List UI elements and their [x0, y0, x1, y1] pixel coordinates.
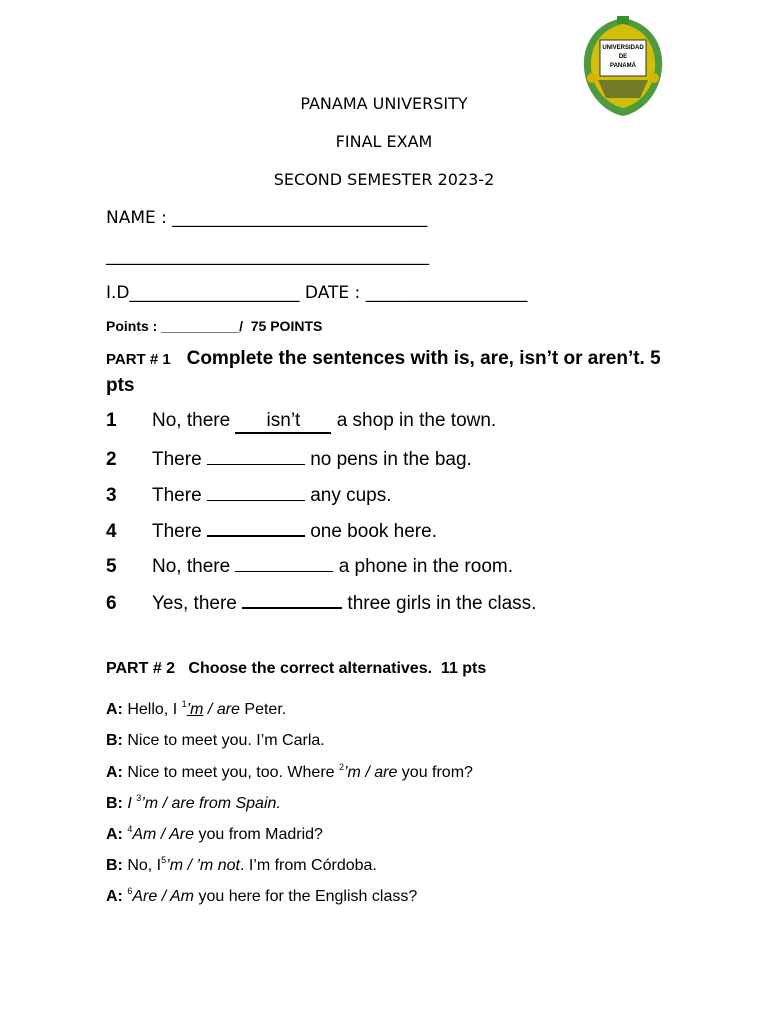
university-title: PANAMA UNIVERSITY — [300, 94, 468, 113]
speaker-label: A: — [106, 826, 123, 843]
speaker-label: B: — [106, 732, 123, 749]
name-line-2[interactable]: ______________________________________ — [106, 246, 429, 266]
option-b[interactable]: are — [216, 701, 240, 718]
part1-instruction: Complete the sentences with is, are, isn’t or aren’t. 5 pts — [106, 348, 661, 396]
seal-text-2: DE — [618, 54, 628, 60]
item-number: 2 — [338, 762, 344, 772]
question-number: 2 — [106, 449, 117, 470]
dialogue-text: No, I — [122, 857, 162, 874]
id-date-field[interactable] — [106, 283, 527, 303]
question-text: no pens in the bag. — [304, 449, 472, 470]
options[interactable]: ’m / are — [344, 764, 398, 781]
question-6 — [106, 589, 536, 615]
question-text: any cups. — [304, 485, 392, 506]
question-2 — [106, 446, 472, 471]
question-4 — [106, 517, 437, 543]
question-number: 4 — [106, 521, 117, 542]
dialogue-text: Hello, I — [122, 701, 182, 718]
dialogue-line-2 — [106, 732, 325, 750]
speaker-label: A: — [106, 701, 123, 718]
dialogue-text: Nice to meet you. I’m Carla. — [122, 732, 325, 749]
semester-title: SECOND SEMESTER 2023-2 — [273, 170, 495, 189]
date-line: ___________________ — [365, 283, 528, 303]
item-number: 4 — [127, 824, 133, 834]
question-number: 5 — [106, 556, 117, 577]
question-number: 6 — [106, 593, 117, 614]
id-line: ____________________ — [129, 283, 300, 303]
speaker-label: A: — [106, 888, 123, 905]
name-field[interactable] — [106, 208, 427, 228]
question-number: 3 — [106, 485, 117, 506]
points-field[interactable]: Points : __________/ 75 POINTS — [106, 318, 323, 334]
item-number: 1 — [181, 699, 187, 709]
part1-heading — [106, 346, 666, 399]
question-text: a phone in the room. — [333, 556, 514, 577]
question-text: There — [152, 485, 207, 506]
question-text: one book here. — [304, 521, 437, 542]
part1-tag: PART # 1 — [106, 351, 171, 368]
speaker-label: B: — [106, 795, 123, 812]
date-label: DATE : — [299, 283, 366, 303]
seal-text-3: PANAMÁ — [610, 63, 636, 69]
question-text: No, there — [152, 556, 236, 577]
dialogue-line-4 — [106, 795, 281, 813]
question-text: a shop in the town. — [331, 410, 497, 431]
options[interactable]: Are / Am — [132, 888, 194, 905]
seal-text-1: UNIVERSIDAD — [602, 45, 644, 51]
dialogue-line-7 — [106, 888, 417, 906]
dialogue-line-3 — [106, 764, 473, 782]
dialogue-text: I — [122, 795, 137, 812]
question-1 — [106, 410, 496, 434]
dialogue-text: you from Madrid? — [194, 826, 323, 843]
options[interactable]: ’m / ’m not — [166, 857, 240, 874]
name-label: NAME : — [106, 208, 167, 228]
exam-title: FINAL EXAM — [335, 132, 433, 151]
item-number: 6 — [127, 886, 133, 896]
answer-blank[interactable] — [207, 446, 305, 465]
dialogue-line-5 — [106, 826, 323, 844]
dialogue-text: . I’m from Córdoba. — [239, 857, 377, 874]
question-text: There — [152, 449, 207, 470]
question-number: 1 — [106, 410, 117, 431]
question-3 — [106, 482, 392, 507]
dialogue-text: you here for the English class? — [194, 888, 418, 905]
dialogue-line-6 — [106, 857, 377, 875]
question-text: Yes, there — [152, 593, 243, 614]
answer-blank[interactable] — [235, 553, 333, 572]
question-text: No, there — [152, 410, 236, 431]
speaker-label: B: — [106, 857, 123, 874]
answer-blank[interactable] — [242, 589, 342, 609]
question-text: three girls in the class. — [342, 593, 537, 614]
options[interactable]: Am / Are — [132, 826, 194, 843]
item-number: 3 — [136, 793, 142, 803]
question-5 — [106, 553, 513, 578]
dialogue-text: you from? — [397, 764, 473, 781]
item-number: 5 — [161, 855, 167, 865]
answer-blank[interactable] — [207, 517, 305, 537]
option-a[interactable]: ’m — [186, 701, 204, 718]
dialogue-text: Nice to meet you, too. Where — [122, 764, 339, 781]
dialogue-text: Peter. — [239, 701, 287, 718]
question-text: There — [152, 521, 207, 542]
part2-heading: PART # 2 Choose the correct alternatives. 11 pts — [106, 660, 487, 677]
answer-blank[interactable]: isn’t — [235, 410, 331, 434]
id-label: I.D — [106, 283, 130, 303]
speaker-label: A: — [106, 764, 123, 781]
dialogue-line-1 — [106, 701, 286, 719]
option-separator: / — [203, 701, 217, 718]
options[interactable]: ’m / are from Spain. — [141, 795, 281, 812]
answer-blank[interactable] — [207, 482, 305, 501]
name-line: ______________________________ — [172, 208, 428, 228]
